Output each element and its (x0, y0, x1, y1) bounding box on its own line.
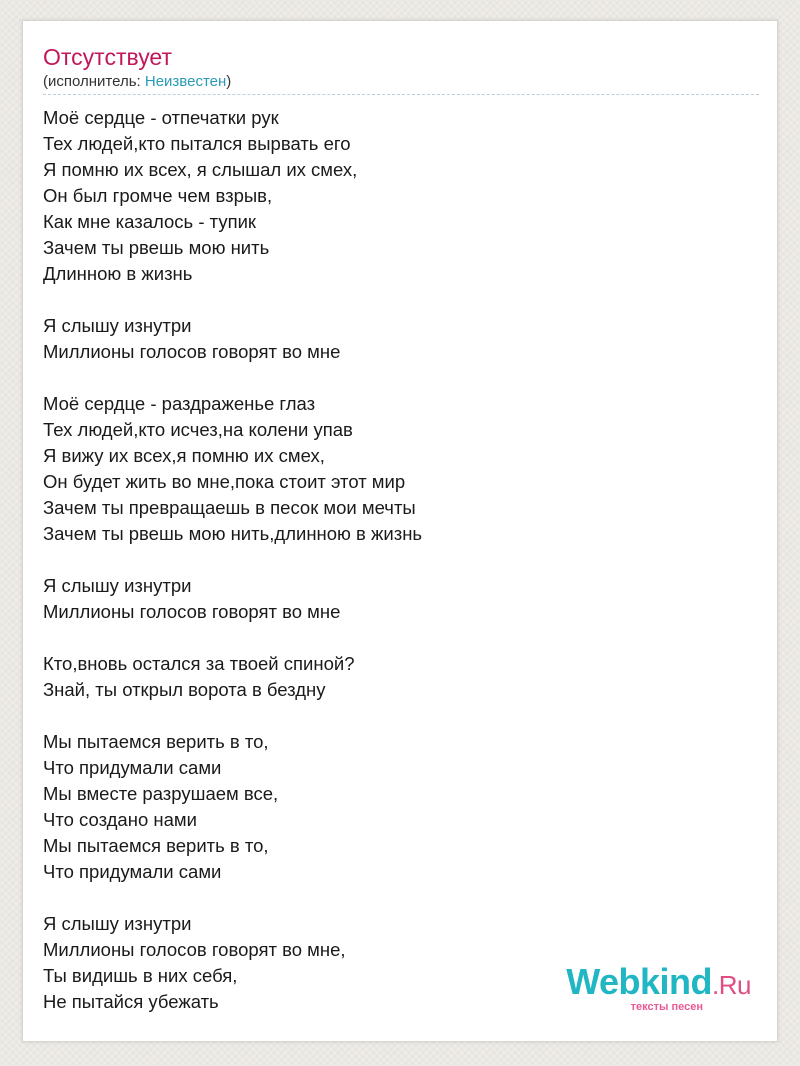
brand-name (566, 961, 751, 1003)
lyrics-line: Что придумали сами (43, 861, 222, 882)
lyrics-stanza (43, 105, 743, 287)
lyrics-body (43, 105, 743, 1015)
lyrics-line: Кто,вновь остался за твоей спиной? (43, 653, 355, 674)
brand-tld: .Ru (712, 970, 751, 1000)
lyrics-line: Миллионы голосов говорят во мне, (43, 939, 346, 960)
brand-tagline: тексты песен (630, 1001, 703, 1013)
lyrics-stanza (43, 313, 743, 365)
lyrics-line: Мы вместе разрушаем все, (43, 783, 279, 804)
lyrics-line: Моё сердце - отпечатки рук (43, 107, 279, 128)
artist-suffix: ) (226, 73, 232, 90)
lyrics-line: Что создано нами (43, 809, 197, 830)
lyrics-line: Знай, ты открыл ворота в бездну (43, 679, 326, 700)
artist-link[interactable]: Неизвестен (144, 73, 227, 90)
lyrics-line: Он был громче чем взрыв, (43, 185, 273, 206)
lyrics-line: Он будет жить во мне,пока стоит этот мир (43, 471, 406, 492)
lyrics-line: Я вижу их всех,я помню их смех, (43, 445, 325, 466)
lyrics-line: Зачем ты рвешь мою нить,длинною в жизнь (43, 523, 423, 544)
lyrics-stanza (43, 391, 743, 547)
lyrics-line: Миллионы голосов говорят во мне (43, 341, 341, 362)
lyrics-stanza (43, 651, 743, 703)
lyrics-line: Зачем ты рвешь мою нить (43, 237, 270, 258)
lyrics-line: Тех людей,кто исчез,на колени упав (43, 419, 353, 440)
lyrics-line: Что придумали сами (43, 757, 222, 778)
song-title: Отсутствует (43, 44, 172, 70)
lyrics-stanza (43, 573, 743, 625)
lyrics-line: Тех людей,кто пытался вырвать его (43, 133, 351, 154)
lyrics-stanza (43, 729, 743, 885)
site-logo[interactable] (566, 961, 751, 1013)
lyrics-line: Мы пытаемся верить в то, (43, 731, 269, 752)
lyrics-line: Моё сердце - раздраженье глаз (43, 393, 316, 414)
lyrics-line: Мы пытаемся верить в то, (43, 835, 269, 856)
lyrics-line: Как мне казалось - тупик (43, 211, 257, 232)
lyrics-line: Я помню их всех, я слышал их смех, (43, 159, 358, 180)
lyrics-line: Я слышу изнутри (43, 575, 192, 596)
lyrics-line: Ты видишь в них себя, (43, 965, 238, 986)
header-divider (43, 94, 759, 95)
lyrics-line: Зачем ты превращаешь в песок мои мечты (43, 497, 416, 518)
artist-prefix: (исполнитель: (43, 73, 145, 90)
artist-line (43, 73, 231, 91)
lyrics-line: Не пытайся убежать (43, 991, 219, 1012)
lyrics-line: Я слышу изнутри (43, 913, 192, 934)
lyrics-line: Длинною в жизнь (43, 263, 193, 284)
lyrics-card (22, 20, 778, 1042)
brand-main: Webkind (566, 961, 713, 1002)
lyrics-line: Я слышу изнутри (43, 315, 192, 336)
lyrics-line: Миллионы голосов говорят во мне (43, 601, 341, 622)
